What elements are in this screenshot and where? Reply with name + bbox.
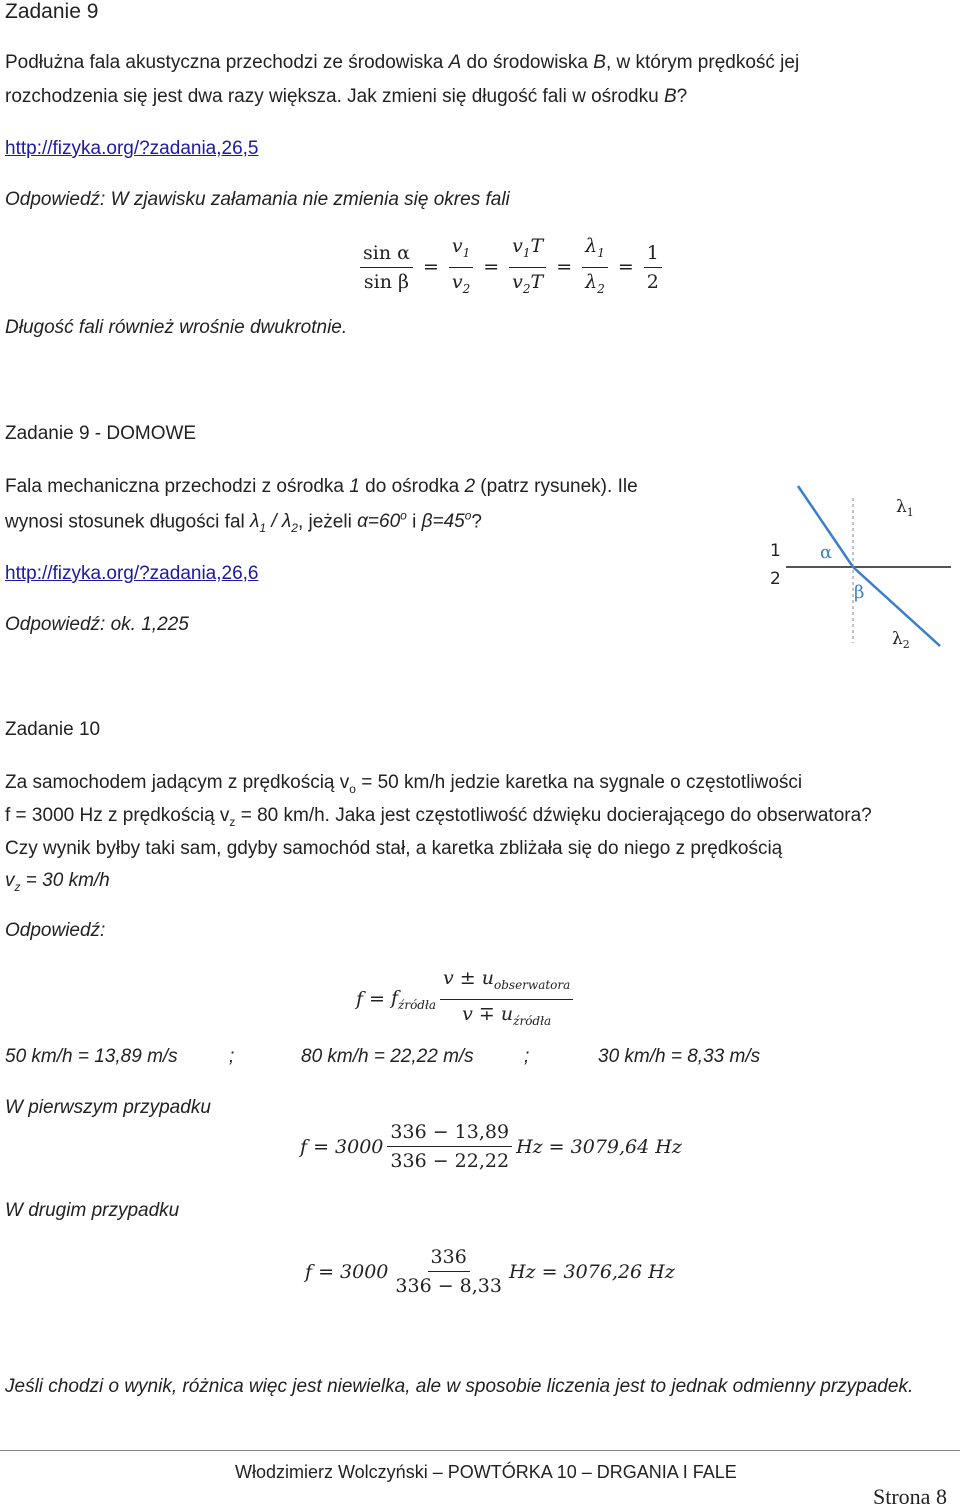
v2 bbox=[449, 268, 473, 301]
task9home-heading: Zadanie 9 - DOMOWE bbox=[5, 423, 197, 444]
medium-1: 1 bbox=[349, 476, 360, 497]
equals-sign: = bbox=[422, 256, 439, 279]
medium-b: B bbox=[593, 52, 606, 73]
f-symbol: f bbox=[356, 988, 364, 1011]
case1-fraction bbox=[387, 1120, 512, 1173]
lambda-symbol: λ bbox=[585, 235, 598, 257]
case1-equation bbox=[300, 1120, 682, 1173]
task9home-answer: Odpowiedź: ok. 1,225 bbox=[5, 614, 189, 635]
text-span: = 50 km/h jedzie karetka na sygnale o częstotliwości bbox=[355, 772, 803, 793]
task10-heading: Zadanie 10 bbox=[5, 719, 101, 740]
label-medium-1: 1 bbox=[770, 541, 781, 561]
sub-2: 2 bbox=[291, 521, 298, 536]
label-lambda1 bbox=[896, 497, 914, 519]
text-span: , jeżeli bbox=[297, 511, 358, 533]
sub-o: o bbox=[349, 781, 356, 796]
v1T bbox=[509, 234, 546, 268]
medium-a: A bbox=[448, 52, 462, 73]
medium-2: 2 bbox=[464, 476, 476, 497]
task9-heading: Zadanie 9 bbox=[5, 0, 99, 23]
slash-lambda: / λ bbox=[266, 511, 292, 533]
task9-conclusion: Długość fali również wrośnie dwukrotnie. bbox=[5, 317, 348, 338]
lambda-symbol: λ bbox=[585, 270, 598, 293]
two: 2 bbox=[646, 270, 659, 293]
text-span: (patrz rysunek). Ile bbox=[475, 476, 638, 497]
equals-sign: = bbox=[617, 256, 634, 279]
task9-text-line2 bbox=[5, 86, 687, 108]
task10-answer-label: Odpowiedź: bbox=[5, 920, 106, 941]
equals-sign: = bbox=[483, 256, 500, 279]
T-symbol: T bbox=[530, 270, 544, 293]
sub-1: 1 bbox=[259, 521, 267, 536]
task9-equation bbox=[356, 234, 666, 301]
degree-o: o bbox=[464, 509, 472, 523]
lambda1 bbox=[582, 234, 608, 268]
numerator: 336 − 13,89 bbox=[387, 1120, 512, 1147]
text-span: i bbox=[406, 511, 422, 533]
separator-1: ; bbox=[229, 1046, 235, 1067]
rhs: Hz = 3076,26 Hz bbox=[508, 1260, 675, 1283]
footer-divider bbox=[0, 1450, 960, 1451]
numerator: 336 bbox=[428, 1245, 470, 1272]
medium-b: B bbox=[663, 86, 677, 107]
rhs: Hz = 3079,64 Hz bbox=[516, 1135, 682, 1158]
sub-source: źródła bbox=[398, 997, 437, 1012]
lhs: f = 3000 bbox=[305, 1260, 389, 1283]
sub-1: 1 bbox=[906, 506, 914, 519]
sub-z: z bbox=[14, 879, 21, 894]
beta-eq: β=45 bbox=[421, 511, 465, 533]
v-symbol: v bbox=[5, 870, 15, 891]
fraction-half bbox=[644, 241, 662, 294]
fraction-lambda bbox=[582, 234, 608, 301]
T-symbol: T bbox=[530, 235, 544, 257]
closing-remark: Jeśli chodzi o wynik, różnica więc jest niewielka, ale w sposobie liczenia jest to jednak odmienny przypadek. bbox=[5, 1376, 914, 1397]
beta-value bbox=[422, 511, 472, 532]
sub-1: 1 bbox=[462, 245, 471, 260]
conversion-1: 50 km/h = 13,89 m/s bbox=[5, 1046, 178, 1067]
text-span: Za samochodem jadącym z prędkością v bbox=[5, 772, 350, 793]
task10-text-line3: Czy wynik byłby taki sam, gdyby samochód stał, a karetka zbliżała się do niego z prędkością bbox=[5, 838, 783, 859]
case2-label: W drugim przypadku bbox=[5, 1200, 180, 1221]
lambda-symbol: λ bbox=[896, 497, 907, 517]
separator-2: ; bbox=[524, 1046, 530, 1067]
sub-z: z bbox=[229, 814, 236, 829]
sub-2: 2 bbox=[462, 281, 471, 296]
case2-equation bbox=[305, 1245, 675, 1298]
equals-sign: = bbox=[556, 256, 573, 279]
sub-2: 2 bbox=[902, 638, 910, 651]
text-span: = 80 km/h. Jaka jest częstotliwość dźwięku docierającego do obserwatora? bbox=[235, 805, 872, 826]
task9-text-line1 bbox=[5, 52, 799, 74]
text-span: ? bbox=[676, 86, 688, 107]
task9home-text-line1 bbox=[5, 476, 638, 498]
text-span: do ośrodka bbox=[359, 476, 465, 497]
task10-text-line4 bbox=[5, 870, 110, 894]
text-span: Fala mechaniczna przechodzi z ośrodka bbox=[5, 476, 350, 497]
sin-alpha: sin α bbox=[360, 241, 413, 268]
lhs: f = 3000 bbox=[300, 1135, 384, 1158]
label-beta: β bbox=[854, 582, 865, 603]
conversion-3: 30 km/h = 8,33 m/s bbox=[598, 1046, 761, 1067]
v-symbol: v bbox=[451, 235, 463, 257]
case2-fraction bbox=[392, 1245, 505, 1298]
v1 bbox=[449, 234, 473, 268]
denominator bbox=[459, 1000, 554, 1033]
num-text: v ± u bbox=[443, 967, 495, 989]
doppler-fraction bbox=[440, 966, 573, 1033]
lambda1 bbox=[250, 511, 298, 536]
v-symbol: v bbox=[512, 235, 523, 257]
lambda-symbol: λ bbox=[892, 629, 903, 649]
degree-o: o bbox=[400, 509, 407, 523]
sin-beta: sin β bbox=[363, 270, 410, 293]
numerator bbox=[440, 966, 573, 1000]
denominator: 336 − 8,33 bbox=[395, 1275, 502, 1297]
lambda2 bbox=[582, 268, 608, 301]
sub-source: źródła bbox=[513, 1013, 552, 1028]
page-number: Strona 8 bbox=[873, 1484, 947, 1509]
label-lambda2 bbox=[892, 629, 910, 651]
v-symbol: v bbox=[451, 270, 463, 293]
sub-1: 1 bbox=[522, 245, 531, 260]
v-symbol: v bbox=[512, 270, 523, 293]
text-span: Podłużna fala akustyczna przechodzi ze środowiska bbox=[5, 52, 449, 73]
fraction-sin bbox=[360, 241, 413, 294]
lambda-symbol: λ bbox=[250, 511, 260, 533]
one: 1 bbox=[644, 241, 662, 268]
conversion-2: 80 km/h = 22,22 m/s bbox=[301, 1046, 474, 1067]
task10-text-line2 bbox=[5, 805, 872, 829]
text-span: , w którym prędkość jej bbox=[605, 52, 800, 73]
sub-1: 1 bbox=[597, 245, 605, 260]
equals-sign: = bbox=[369, 988, 385, 1011]
task9-link[interactable]: http://fizyka.org/?zadania,26,5 bbox=[5, 138, 259, 159]
alpha-value bbox=[357, 511, 407, 532]
text-span: wynosi stosunek długości fal bbox=[5, 511, 251, 533]
doppler-formula bbox=[356, 966, 577, 1033]
question-mark: ? bbox=[471, 511, 482, 533]
fraction-vT bbox=[509, 234, 546, 301]
label-medium-2: 2 bbox=[770, 569, 781, 589]
sub-observer: obserwatora bbox=[494, 977, 571, 992]
sub-2: 2 bbox=[597, 281, 605, 296]
task9home-text-line2 bbox=[5, 509, 482, 535]
alpha-eq: α=60 bbox=[357, 511, 401, 533]
text-span: = 30 km/h bbox=[20, 870, 110, 891]
text-span: do środowiska bbox=[461, 52, 594, 73]
sub-2: 2 bbox=[522, 281, 531, 296]
task9-answer: Odpowiedź: W zjawisku załamania nie zmienia się okres fali bbox=[5, 189, 510, 210]
footer-text: Włodzimierz Wolczyński – POWTÓRKA 10 – DRGANIA I FALE bbox=[235, 1462, 737, 1482]
v2T bbox=[509, 268, 546, 301]
task9home-link[interactable]: http://fizyka.org/?zadania,26,6 bbox=[5, 563, 259, 584]
f-symbol: f bbox=[390, 986, 399, 1009]
task10-text-line1 bbox=[5, 772, 802, 796]
refraction-figure bbox=[758, 478, 953, 653]
den-text: v ∓ u bbox=[462, 1002, 514, 1025]
case1-label: W pierwszym przypadku bbox=[5, 1097, 211, 1118]
fraction-v bbox=[449, 234, 473, 301]
text-span: f = 3000 Hz z prędkością v bbox=[5, 805, 230, 826]
label-alpha: α bbox=[820, 542, 833, 563]
text-span: rozchodzenia się jest dwa razy większa. Jak zmieni się długość fali w ośrodku bbox=[5, 86, 664, 107]
f-source bbox=[391, 987, 436, 1012]
denominator: 336 − 22,22 bbox=[390, 1150, 510, 1172]
